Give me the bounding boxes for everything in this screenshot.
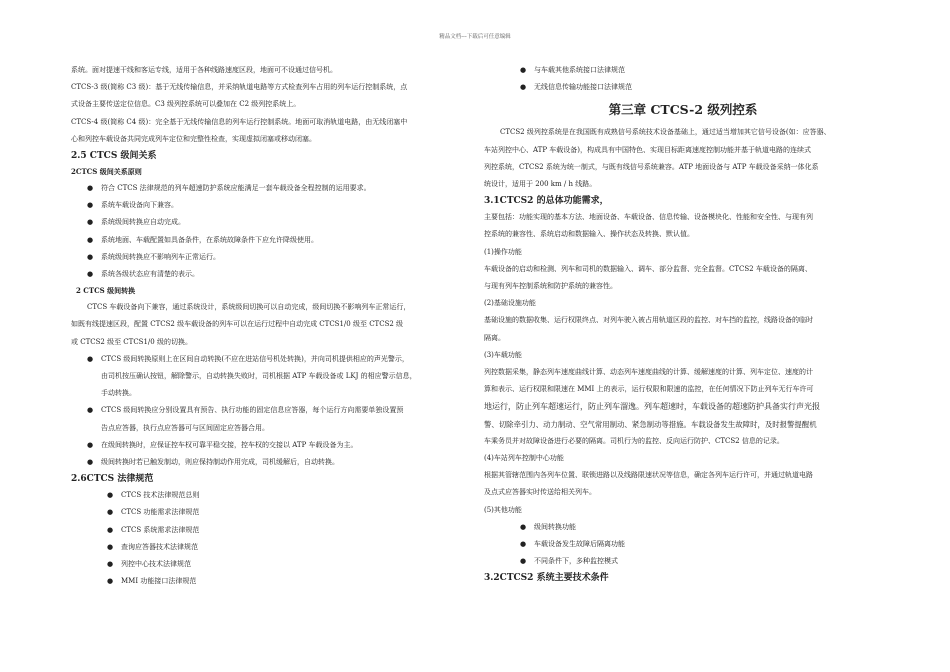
principles-list — [71, 180, 468, 283]
bullet-icon: ● — [107, 577, 114, 586]
list-item-continuation: 告点应答器，执行点应答器可与区间固定应答器合用。 — [101, 423, 269, 432]
text-line: CTCS 车载设备向下兼容，通过系统设计，系统级间切换可以自动完成，级间切换不影响列车正常运行， — [87, 303, 411, 312]
bullet-icon: ● — [520, 522, 527, 531]
list-item-continuation: 由司机按压确认按钮，解除警示，自动转换失败时，司机根据 ATP 车载设备或 LKJ 的相应警示信息， — [101, 372, 417, 381]
list-item: ● 不同条件下，多种监控模式 — [484, 553, 882, 570]
text-line: 地运行，防止列车超速运行，防止列车溜逸。列车超速时，车载设备的超速防护具备实行声光报 — [484, 402, 820, 412]
bullet-icon: ● — [520, 83, 527, 92]
bullet-icon: ● — [107, 525, 114, 534]
bullet-icon: ● — [87, 235, 94, 244]
text-line: 心和列控车载设备共同完成列车定位和完整性检查，实现虚拟闭塞或移动闭塞。 — [71, 134, 316, 143]
section-heading-2-6: 2.6CTCS 法律规范 — [71, 474, 154, 485]
text-line: 与现有列车控制系统和防护系统的兼容性。 — [484, 282, 617, 291]
list-item: ● CTCS 级间转换应分别设置具有预告、执行功能的固定信息应答器，每个运行方向需要单独设置预 — [71, 402, 468, 419]
text-line: 列控系统，CTCS2 系统为统一制式，与既有线信号系统兼容。ATP 地面设备与 ATP 车载设备采纳一体化系 — [484, 162, 819, 171]
laws-list — [71, 487, 468, 590]
list-item: ● MMI 功能接口法律规范 — [71, 573, 468, 590]
text-line: 如既有线提速区段，配置 CTCS2 级车载设备的列车可以在运行过程中自动完成 CTCS1/0 级至 CTCS2 级 — [71, 320, 404, 329]
list-item: ● 系统级间转换应自动完成。 — [71, 214, 468, 231]
bullet-icon: ● — [520, 540, 527, 549]
text-line: 警、切除牵引力、动力制动、空气常用制动、紧急制动等措施。车载设备发生故障时，及时报警提醒机 — [484, 419, 817, 429]
text-line: 主要包括：功能实现的基本方法、地面设备、车载设备、信息传输、设备模块化、性能和安全性、与现有列 — [484, 213, 813, 222]
list-item: ● CTCS 功能需求法律规范 — [71, 504, 468, 521]
text-line: 或 CTCS2 级至 CTCS1/0 级的切换。 — [71, 337, 192, 346]
switch-list — [71, 351, 468, 471]
text-line: 列控数据采集，静态列车速度曲线计算、动态列车速度曲线的计算、缓解速度的计算、列车定位、速度的计 — [484, 368, 813, 377]
bullet-icon: ● — [107, 542, 114, 551]
list-item: ● CTCS 系统需求法律规范 — [71, 522, 468, 539]
text-line: CTCS2 级列控系统是在我国既有成熟信号系统技术设备基础上，通过适当增加其它信号设备(如：应答器、 — [500, 128, 831, 137]
function-title: (5)其他功能 — [484, 505, 522, 514]
bullet-icon: ● — [87, 354, 94, 363]
bullet-icon: ● — [107, 508, 114, 517]
text-line: CTCS-3 级(简称 C3 级)：基于无线传输信息，并采纳轨道电路等方式检查列车占用的列车运行控制系统，点 — [71, 83, 408, 92]
list-item: ● 在级间转换时，应保证控车权可靠平稳交接，控车权的交接以 ATP 车载设备为主。 — [71, 437, 468, 454]
list-item: ● 与车载其他系统接口法律规范 — [484, 62, 882, 79]
bullet-icon: ● — [87, 270, 94, 279]
bullet-icon: ● — [87, 440, 94, 449]
list-item: ● 系统车载设备向下兼容。 — [71, 197, 468, 214]
list-item: ● 系统级间转换应不影响列车正常运行。 — [71, 249, 468, 266]
subsection-heading-principles: 2CTCS 级间关系原则 — [71, 167, 142, 177]
bullet-icon: ● — [107, 491, 114, 500]
list-item: ● CTCS 级间转换原则上在区间自动转换(不应在进站信号机处转换)，并向司机提供相应的声光警示， — [71, 351, 468, 368]
text-line: 车站列控中心、ATP 车载设备)，构成具有中国特色、实现目标距离速度控制功能并基于轨道电路的连续式 — [484, 145, 812, 154]
function-title: (1)操作功能 — [484, 247, 522, 256]
bullet-icon: ● — [87, 252, 94, 261]
bullet-icon: ● — [87, 458, 94, 467]
text-line: 车乘务员并对故障设备进行必要的隔离。司机行为的监控、反向运行防护、CTCS2 信息的记录。 — [484, 436, 784, 445]
right-column — [484, 62, 882, 586]
list-item: ● 级间转换时若已触发制动，则应保持制动作用完成，司机缓解后，自动转换。 — [71, 454, 468, 471]
list-item: ● 符合 CTCS 法律规范的列车超速防护系统应能满足一套车载设备全程控制的运用要求。 — [71, 180, 468, 197]
text-line: 根据其管辖范围内各列车位置、联锁进路以及线路限速状况等信息，确定各列车运行许可，并通过轨道电路 — [484, 471, 813, 480]
text-line: 隔离。 — [484, 333, 505, 342]
text-line: 及点式应答器实时传送给相关列车。 — [484, 488, 596, 497]
text-line: 控系统的兼容性、系统启动和数据输入、操作状态及转换、默认值。 — [484, 230, 694, 239]
bullet-icon: ● — [520, 66, 527, 74]
function-title: (2)基础设施功能 — [484, 299, 536, 308]
text-line: 系统。面对提速干线和客运专线，适用于各种线路速度区段，地面可不设通过信号机。 — [71, 66, 337, 74]
text-line: 基础设施的数据收集、运行权限终点、对列车驶入被占用轨道区段的监控、对车挡的监控，线路设备的临时 — [484, 316, 813, 325]
bullet-icon: ● — [107, 560, 114, 569]
interface-list — [484, 62, 882, 96]
text-line: CTCS-4 级(简称 C4 级)：完全基于无线传输信息的列车运行控制系统。地面可取消轨道电路，由无线闭塞中 — [71, 117, 408, 126]
bullet-icon: ● — [87, 218, 94, 227]
list-item: ● CTCS 技术法律规范总则 — [71, 487, 468, 504]
section-heading-2-5: 2.5 CTCS 级间关系 — [71, 151, 157, 162]
list-item: ● 车载设备发生故障后隔离功能 — [484, 536, 882, 553]
text-line: 算和表示、运行权限和限速在 MMI 上的表示，运行权限和限速的监控，在任何情况下防止列车无行车许可 — [484, 385, 814, 394]
text-line: 式设备主要传送定位信息。C3 级列控系统可以叠加在 C2 级列控系统上。 — [71, 100, 301, 109]
left-column — [71, 62, 468, 590]
section-heading-3-2: 3.2CTCS2 系统主要技术条件 — [484, 573, 609, 584]
list-item: ● 级间转换功能 — [484, 519, 882, 536]
text-line: 车载设备的启动和检测、列车和司机的数据输入、调车、部分监督、完全监督。CTCS2 车载设备的隔离、 — [484, 264, 812, 273]
subsection-heading-switch: 2 CTCS 级间转换 — [76, 286, 136, 296]
bullet-icon: ● — [87, 184, 94, 193]
text-line: 统设计，适用于 200 km / h 线路。 — [484, 180, 597, 189]
list-item: ● 列控中心技术法律规范 — [71, 556, 468, 573]
page-header: 精品文档---下载后可任意编辑 — [439, 34, 511, 40]
chapter-title: 第三章 CTCS-2 级列控系 — [608, 102, 758, 118]
function-title: (3)车载功能 — [484, 350, 522, 359]
function-title: (4)车站列车控制中心功能 — [484, 454, 564, 463]
list-item: ● 系统地面、车载配置如具备条件，在系统故障条件下应允许降级使用。 — [71, 232, 468, 249]
section-heading-3-1: 3.1CTCS2 的总体功能需求， — [484, 196, 609, 207]
bullet-icon: ● — [87, 406, 94, 415]
list-item: ● 无线信息传输功能接口法律规范 — [484, 79, 882, 96]
list-item-continuation: 手动转换。 — [101, 389, 136, 398]
bullet-icon: ● — [520, 557, 527, 566]
bullet-icon: ● — [87, 201, 94, 210]
list-item: ● 系统各级状态应有清楚的表示。 — [71, 266, 468, 283]
list-item: ● 查询应答器技术法律规范 — [71, 539, 468, 556]
other-functions-list — [484, 519, 882, 571]
